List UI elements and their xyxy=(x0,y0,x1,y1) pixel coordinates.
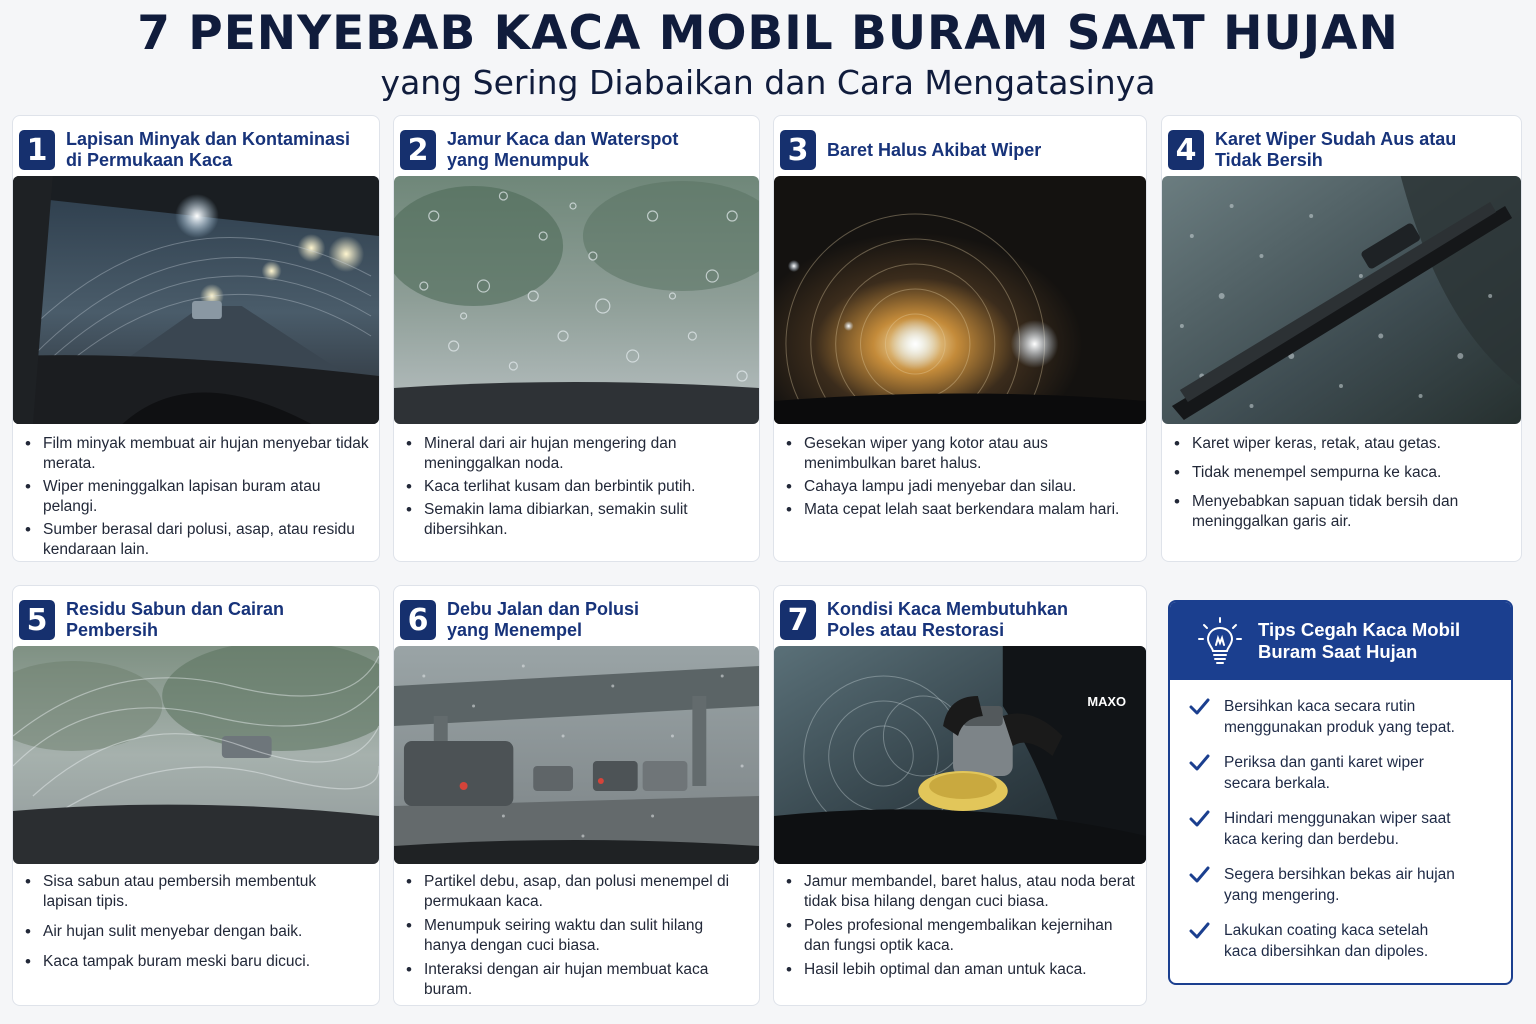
card-header xyxy=(400,124,753,176)
tip-item: Segera bersihkan bekas air hujan yang mengering. xyxy=(1188,864,1501,906)
list-item: • Poles profesional mengembalikan kejernihan dan fungsi optik kaca. xyxy=(786,916,1136,956)
card-bullet-list xyxy=(1174,434,1511,535)
tip-item: Bersihkan kaca secara rutin menggunakan produk yang tepat. xyxy=(1188,696,1501,738)
list-item: • Menumpuk seiring waktu dan sulit hilang hanya dengan cuci biasa. xyxy=(406,916,749,956)
list-item: • Air hujan sulit menyebar dengan baik. xyxy=(25,922,369,942)
card-bullet-list xyxy=(25,872,369,975)
tip-item: Lakukan coating kaca setelah kaca dibersihkan dan dipoles. xyxy=(1188,920,1501,962)
card-header xyxy=(19,124,373,176)
card-bullet-list xyxy=(25,434,369,562)
list-item: • Semakin lama dibiarkan, semakin sulit dibersihkan. xyxy=(406,500,749,540)
checkmark-icon xyxy=(1188,753,1210,773)
oily-windshield-night-photo xyxy=(13,176,379,424)
list-item: • Kaca terlihat kusam dan berbintik putih. xyxy=(406,477,749,497)
list-item: • Mata cepat lelah saat berkendara malam hari. xyxy=(786,500,1136,520)
maxo-shirt-logo: MAXO xyxy=(1087,693,1127,710)
tip-item: Periksa dan ganti karet wiper secara berkala. xyxy=(1188,752,1501,794)
card-bullet-list xyxy=(406,872,749,1003)
glass-polishing-photo xyxy=(774,646,1146,864)
tip-item: Hindari menggunakan wiper saat kaca kering dan berdebu. xyxy=(1188,808,1501,850)
card-title: Baret Halus Akibat Wiper xyxy=(827,139,1042,160)
list-item: • Hasil lebih optimal dan aman untuk kaca. xyxy=(786,960,1136,980)
card-header xyxy=(1168,124,1515,176)
scratched-windshield-glare-photo xyxy=(774,176,1146,424)
card-title: Karet Wiper Sudah Aus atau Tidak Bersih xyxy=(1215,129,1457,170)
page-header xyxy=(0,6,1536,104)
checkmark-icon xyxy=(1188,865,1210,885)
card-number-badge: 6 xyxy=(400,600,436,640)
waterspot-windshield-photo xyxy=(394,176,759,424)
checkmark-icon xyxy=(1188,697,1210,717)
list-item: • Film minyak membuat air hujan menyebar tidak merata. xyxy=(25,434,369,474)
list-item: • Kaca tampak buram meski baru dicuci. xyxy=(25,952,369,972)
list-item: • Cahaya lampu jadi menyebar dan silau. xyxy=(786,477,1136,497)
dusty-windshield-traffic-photo xyxy=(394,646,759,864)
tips-list xyxy=(1188,696,1501,976)
cause-card-4 xyxy=(1161,115,1522,562)
card-title: Kondisi Kaca Membutuhkan Poles atau Restorasi xyxy=(827,599,1069,640)
list-item: • Sumber berasal dari polusi, asap, atau residu kendaraan lain. xyxy=(25,520,369,560)
card-bullet-list xyxy=(406,434,749,543)
card-number-badge: 4 xyxy=(1168,130,1204,170)
wiper-blade-photo xyxy=(1162,176,1521,424)
cause-card-6 xyxy=(393,585,760,1006)
cause-card-7 xyxy=(773,585,1147,1006)
list-item: • Tidak menempel sempurna ke kaca. xyxy=(1174,463,1511,483)
checkmark-icon xyxy=(1188,809,1210,829)
cause-card-2 xyxy=(393,115,760,562)
list-item: • Interaksi dengan air hujan membuat kaca buram. xyxy=(406,960,749,1000)
card-number-badge: 3 xyxy=(780,130,816,170)
card-title: Jamur Kaca dan Waterspot yang Menumpuk xyxy=(447,129,679,170)
list-item: • Karet wiper keras, retak, atau getas. xyxy=(1174,434,1511,454)
card-title: Lapisan Minyak dan Kontaminasi di Permukaan Kaca xyxy=(66,129,351,170)
lightbulb-icon xyxy=(1198,616,1242,666)
card-number-badge: 1 xyxy=(19,130,55,170)
tips-panel xyxy=(1168,600,1513,985)
card-bullet-list xyxy=(786,872,1136,983)
card-header xyxy=(19,594,373,646)
list-item: • Partikel debu, asap, dan polusi menempel di permukaan kaca. xyxy=(406,872,749,912)
card-header xyxy=(780,594,1140,646)
page-subtitle: yang Sering Diabaikan dan Cara Mengatasinya xyxy=(380,63,1156,102)
checkmark-icon xyxy=(1188,921,1210,941)
card-number-badge: 2 xyxy=(400,130,436,170)
card-number-badge: 7 xyxy=(780,600,816,640)
card-number-badge: 5 xyxy=(19,600,55,640)
list-item: • Menyebabkan sapuan tidak bersih dan meninggalkan garis air. xyxy=(1174,492,1511,532)
card-header xyxy=(400,594,753,646)
cause-card-3 xyxy=(773,115,1147,562)
list-item: • Sisa sabun atau pembersih membentuk lapisan tipis. xyxy=(25,872,369,912)
card-bullet-list xyxy=(786,434,1136,523)
card-header xyxy=(780,124,1140,176)
list-item: • Jamur membandel, baret halus, atau noda berat tidak bisa hilang dengan cuci biasa. xyxy=(786,872,1136,912)
soap-residue-windshield-photo xyxy=(13,646,379,864)
list-item: • Gesekan wiper yang kotor atau aus menimbulkan baret halus. xyxy=(786,434,1136,474)
tips-title: Tips Cegah Kaca Mobil Buram Saat Hujan xyxy=(1258,619,1461,662)
cause-card-5 xyxy=(12,585,380,1006)
cause-card-1 xyxy=(12,115,380,562)
tips-header xyxy=(1170,602,1511,680)
card-title: Residu Sabun dan Cairan Pembersih xyxy=(66,599,285,640)
list-item: • Wiper meninggalkan lapisan buram atau pelangi. xyxy=(25,477,369,517)
card-title: Debu Jalan dan Polusi yang Menempel xyxy=(447,599,640,640)
list-item: • Mineral dari air hujan mengering dan meninggalkan noda. xyxy=(406,434,749,474)
page-title: 7 PENYEBAB KACA MOBIL BURAM SAAT HUJAN xyxy=(137,6,1399,61)
